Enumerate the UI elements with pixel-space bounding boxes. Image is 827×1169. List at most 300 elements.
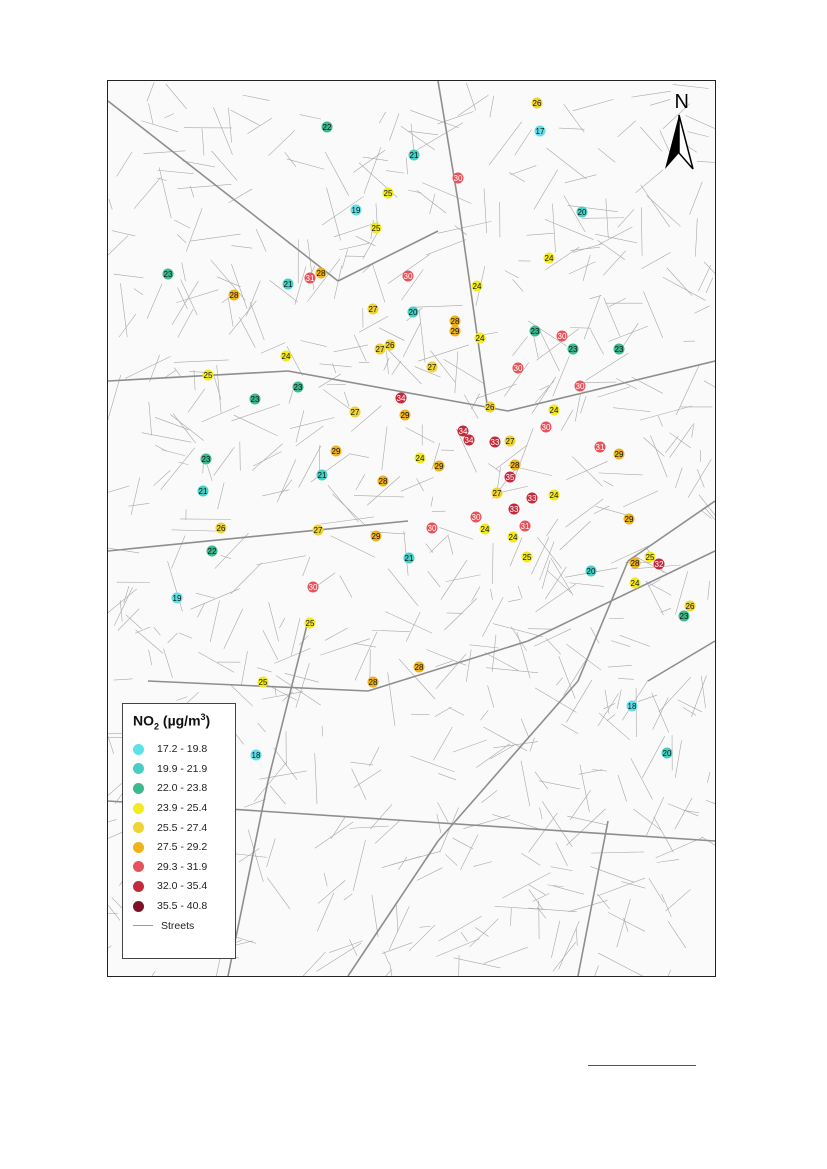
site-value-label: 30 xyxy=(541,423,551,432)
site-value-label: 23 xyxy=(614,345,624,354)
site-value-label: 22 xyxy=(207,547,217,556)
monitoring-site[interactable] xyxy=(541,422,552,433)
site-value-label: 25 xyxy=(258,678,268,687)
monitoring-site[interactable] xyxy=(475,333,486,344)
monitoring-site[interactable] xyxy=(535,126,546,137)
monitoring-site[interactable] xyxy=(505,436,516,447)
monitoring-site[interactable] xyxy=(471,512,482,523)
street-segment xyxy=(117,152,132,176)
monitoring-site[interactable] xyxy=(216,523,227,534)
street-segment xyxy=(342,249,348,269)
street-segment xyxy=(521,719,529,737)
monitoring-site[interactable] xyxy=(317,470,328,481)
monitoring-site[interactable] xyxy=(316,268,327,279)
site-value-label: 25 xyxy=(203,371,213,380)
street-segment xyxy=(168,561,183,611)
street-segment xyxy=(228,298,233,327)
street-segment xyxy=(650,435,667,477)
street-segment xyxy=(490,589,492,600)
site-value-label: 23 xyxy=(679,612,689,621)
site-value-label: 28 xyxy=(368,678,378,687)
street-segment xyxy=(453,838,474,849)
legend-swatch-icon xyxy=(133,783,144,794)
street-segment xyxy=(257,668,272,672)
monitoring-site[interactable] xyxy=(586,566,597,577)
street-segment xyxy=(508,599,520,601)
street-segment xyxy=(211,260,246,301)
street-segment xyxy=(648,641,715,681)
street-segment xyxy=(641,185,670,227)
street-segment xyxy=(159,167,171,218)
street-segment xyxy=(598,240,625,259)
monitoring-site[interactable] xyxy=(490,437,501,448)
street-segment xyxy=(168,633,178,643)
street-segment xyxy=(321,517,374,524)
street-segment xyxy=(213,107,232,154)
street-segment xyxy=(258,723,266,732)
legend-swatch-icon xyxy=(133,744,144,755)
monitoring-site[interactable] xyxy=(522,552,533,563)
monitoring-site[interactable] xyxy=(472,281,483,292)
street-segment xyxy=(388,672,395,726)
street-segment xyxy=(438,81,458,201)
monitoring-site[interactable] xyxy=(415,453,426,464)
source-link[interactable] xyxy=(588,1053,696,1066)
site-value-label: 24 xyxy=(475,334,485,343)
monitoring-site[interactable] xyxy=(322,122,333,133)
monitoring-site[interactable] xyxy=(371,223,382,234)
site-value-label: 24 xyxy=(544,254,554,263)
street-segment xyxy=(270,786,286,805)
street-segment xyxy=(673,84,709,88)
monitoring-site[interactable] xyxy=(513,363,524,374)
monitoring-site[interactable] xyxy=(313,525,324,536)
street-segment xyxy=(540,807,543,819)
street-segment xyxy=(611,641,630,647)
street-segment xyxy=(328,485,358,522)
site-value-label: 33 xyxy=(527,494,537,503)
street-segment xyxy=(546,519,558,536)
monitoring-site[interactable] xyxy=(544,253,555,264)
monitoring-site[interactable] xyxy=(453,173,464,184)
monitoring-site[interactable] xyxy=(458,426,469,437)
site-value-label: 24 xyxy=(472,282,482,291)
street-segment xyxy=(539,329,559,371)
street-segment xyxy=(531,537,549,575)
monitoring-site[interactable] xyxy=(229,290,240,301)
legend-swatch-icon xyxy=(133,763,144,774)
monitoring-site[interactable] xyxy=(549,405,560,416)
monitoring-site[interactable] xyxy=(293,382,304,393)
monitoring-site[interactable] xyxy=(403,271,414,282)
street-segment xyxy=(224,609,243,649)
street-segment xyxy=(279,618,284,628)
site-value-label: 34 xyxy=(458,427,468,436)
street-segment xyxy=(578,561,628,681)
street-segment xyxy=(490,96,494,118)
street-segment xyxy=(254,762,287,802)
monitoring-site[interactable] xyxy=(409,150,420,161)
monitoring-site[interactable] xyxy=(557,331,568,342)
legend-class-row xyxy=(133,759,225,779)
street-segment xyxy=(502,873,550,898)
monitoring-site[interactable] xyxy=(508,532,519,543)
street-segment xyxy=(536,584,576,612)
street-segment xyxy=(466,83,475,111)
monitoring-site[interactable] xyxy=(400,410,411,421)
site-value-label: 25 xyxy=(371,224,381,233)
monitoring-site[interactable] xyxy=(624,514,635,525)
street-segment xyxy=(488,464,500,473)
monitoring-site[interactable] xyxy=(685,601,696,612)
street-segment xyxy=(329,941,362,953)
site-value-label: 23 xyxy=(163,270,173,279)
north-label: N xyxy=(674,91,689,113)
monitoring-site[interactable] xyxy=(654,559,665,570)
street-segment xyxy=(573,99,614,110)
legend-class-row xyxy=(133,798,225,818)
monitoring-site[interactable] xyxy=(172,593,183,604)
street-segment xyxy=(458,95,488,115)
street-segment xyxy=(447,613,463,614)
street-segment xyxy=(356,474,365,490)
street-segment xyxy=(354,643,377,647)
street-segment xyxy=(529,885,546,895)
street-segment xyxy=(528,908,577,912)
street-segment xyxy=(511,626,527,650)
street-segment xyxy=(325,152,349,196)
street-segment xyxy=(390,963,396,976)
site-value-label: 18 xyxy=(627,702,637,711)
street-segment xyxy=(690,182,703,215)
street-segment xyxy=(176,697,187,701)
street-segment xyxy=(594,506,609,514)
legend-class-label: 22.0 - 23.8 xyxy=(157,782,208,795)
street-segment xyxy=(162,450,185,456)
street-segment xyxy=(174,360,229,362)
street-segment xyxy=(382,856,422,868)
monitoring-site[interactable] xyxy=(305,273,316,284)
monitoring-site[interactable] xyxy=(203,370,214,381)
street-segment xyxy=(385,612,432,634)
site-value-label: 29 xyxy=(371,532,381,541)
monitoring-site[interactable] xyxy=(350,407,361,418)
monitoring-site[interactable] xyxy=(577,207,588,218)
monitoring-site[interactable] xyxy=(505,472,516,483)
monitoring-site[interactable] xyxy=(530,326,541,337)
street-segment xyxy=(315,822,353,848)
monitoring-site[interactable] xyxy=(595,442,606,453)
street-segment xyxy=(586,965,598,976)
street-segment xyxy=(701,510,711,518)
monitoring-site[interactable] xyxy=(485,402,496,413)
street-segment xyxy=(552,204,555,253)
site-value-label: 33 xyxy=(490,438,500,447)
site-value-label: 17 xyxy=(535,127,545,136)
street-segment xyxy=(372,630,410,631)
street-segment xyxy=(704,381,715,397)
street-segment xyxy=(161,448,195,490)
street-segment xyxy=(285,152,296,167)
monitoring-site[interactable] xyxy=(283,279,294,290)
monitoring-site[interactable] xyxy=(375,344,386,355)
monitoring-site[interactable] xyxy=(464,435,475,446)
street-segment xyxy=(586,353,629,381)
monitoring-site[interactable] xyxy=(492,488,503,499)
monitoring-site[interactable] xyxy=(450,316,461,327)
monitoring-site[interactable] xyxy=(630,578,641,589)
street-segment xyxy=(640,127,662,151)
monitoring-site[interactable] xyxy=(427,523,438,534)
street-segment xyxy=(489,122,522,165)
street-segment xyxy=(212,151,238,181)
street-segment xyxy=(108,946,111,971)
site-value-label: 21 xyxy=(198,487,208,496)
street-segment xyxy=(154,470,171,485)
street-segment xyxy=(546,638,561,654)
site-value-label: 32 xyxy=(654,560,664,569)
site-value-label: 30 xyxy=(513,364,523,373)
street-segment xyxy=(643,291,662,337)
street-segment xyxy=(119,314,136,337)
street-segment xyxy=(441,560,467,600)
monitoring-site[interactable] xyxy=(434,461,445,472)
monitoring-site[interactable] xyxy=(520,521,531,532)
monitoring-site[interactable] xyxy=(351,205,362,216)
street-segment xyxy=(287,159,324,169)
street-segment xyxy=(565,499,603,527)
street-segment xyxy=(518,586,522,599)
monitoring-site[interactable] xyxy=(510,460,521,471)
street-segment xyxy=(384,358,389,370)
site-value-label: 26 xyxy=(385,341,395,350)
street-segment xyxy=(277,459,296,502)
street-segment xyxy=(207,465,212,481)
street-segment xyxy=(389,906,409,950)
street-segment xyxy=(401,126,435,150)
monitoring-site[interactable] xyxy=(368,304,379,315)
monitoring-site[interactable] xyxy=(630,558,641,569)
street-segment xyxy=(417,190,446,213)
monitoring-site[interactable] xyxy=(679,611,690,622)
monitoring-site[interactable] xyxy=(575,381,586,392)
street-segment xyxy=(670,433,691,448)
monitoring-site[interactable] xyxy=(396,393,407,404)
site-value-label: 30 xyxy=(403,272,413,281)
site-value-label: 29 xyxy=(614,450,624,459)
street-segment xyxy=(267,878,290,909)
site-value-label: 29 xyxy=(624,515,634,524)
monitoring-site[interactable] xyxy=(568,344,579,355)
street-segment xyxy=(172,281,198,325)
street-segment xyxy=(488,685,494,707)
street-segment xyxy=(135,627,150,633)
street-segment xyxy=(661,608,671,612)
street-segment xyxy=(290,417,334,428)
street-segment xyxy=(108,783,122,803)
street-segment xyxy=(403,323,420,357)
monitoring-site[interactable] xyxy=(614,344,625,355)
monitoring-site[interactable] xyxy=(258,677,269,688)
street-segment xyxy=(460,835,477,870)
site-value-label: 21 xyxy=(317,471,327,480)
street-segment xyxy=(380,969,392,976)
street-segment xyxy=(590,329,603,354)
monitoring-site[interactable] xyxy=(250,394,261,405)
street-segment xyxy=(296,426,324,446)
site-value-label: 34 xyxy=(464,436,474,445)
street-segment xyxy=(155,417,189,429)
street-segment xyxy=(214,377,221,400)
monitoring-site[interactable] xyxy=(532,98,543,109)
legend-swatch-icon xyxy=(133,822,144,833)
street-segment xyxy=(259,771,306,779)
site-value-label: 23 xyxy=(201,455,211,464)
street-segment xyxy=(174,368,180,376)
street-segment xyxy=(290,952,326,976)
street-segment xyxy=(353,150,385,173)
street-segment xyxy=(539,781,580,789)
street-segment xyxy=(582,218,624,219)
street-segment xyxy=(250,302,264,340)
monitoring-site[interactable] xyxy=(371,531,382,542)
street-segment xyxy=(214,447,235,475)
site-value-label: 30 xyxy=(453,174,463,183)
street-segment xyxy=(303,557,310,576)
street-segment xyxy=(476,384,516,399)
street-segment xyxy=(640,406,692,420)
street-segment xyxy=(379,112,385,123)
legend-swatch-icon xyxy=(133,861,144,872)
street-segment xyxy=(435,707,452,717)
monitoring-site[interactable] xyxy=(662,748,673,759)
street-segment xyxy=(510,908,511,925)
street-segment xyxy=(697,161,715,163)
monitoring-site[interactable] xyxy=(163,269,174,280)
monitoring-site[interactable] xyxy=(614,449,625,460)
street-segment xyxy=(438,681,578,841)
monitoring-site[interactable] xyxy=(627,701,638,712)
street-segment xyxy=(512,336,527,355)
monitoring-site[interactable] xyxy=(201,454,212,465)
site-value-label: 29 xyxy=(434,462,444,471)
street-segment xyxy=(174,220,190,228)
street-segment xyxy=(559,656,575,698)
street-segment xyxy=(445,854,457,865)
street-segment xyxy=(210,600,219,642)
legend-streets-label: Streets xyxy=(161,919,195,932)
legend-class-label: 19.9 - 21.9 xyxy=(157,762,208,775)
monitoring-site[interactable] xyxy=(368,677,379,688)
street-segment xyxy=(455,351,458,393)
street-segment xyxy=(231,246,252,249)
street-segment xyxy=(654,817,674,853)
street-segment xyxy=(332,494,364,524)
street-segment xyxy=(170,414,203,440)
street-segment xyxy=(325,628,348,640)
street-segment xyxy=(546,148,586,179)
monitoring-site[interactable] xyxy=(480,524,491,535)
street-segment xyxy=(315,753,317,804)
site-value-label: 28 xyxy=(510,461,520,470)
street-segment xyxy=(521,761,530,806)
monitoring-site[interactable] xyxy=(251,750,262,761)
monitoring-site[interactable] xyxy=(385,340,396,351)
street-segment xyxy=(556,843,568,866)
map-frame[interactable] xyxy=(107,80,716,977)
monitoring-site[interactable] xyxy=(198,486,209,497)
street-segment xyxy=(411,124,414,154)
street-segment xyxy=(382,427,387,470)
street-segment xyxy=(149,650,152,666)
monitoring-site[interactable] xyxy=(450,326,461,337)
monitoring-site[interactable] xyxy=(383,188,394,199)
street-segment xyxy=(510,166,536,175)
monitoring-site[interactable] xyxy=(281,351,292,362)
site-value-label: 25 xyxy=(383,189,393,198)
street-segment xyxy=(131,477,140,515)
monitoring-site[interactable] xyxy=(331,446,342,457)
site-value-label: 20 xyxy=(662,749,672,758)
street-segment xyxy=(515,428,534,478)
street-segment xyxy=(678,700,702,712)
street-segment xyxy=(613,408,650,412)
site-value-label: 21 xyxy=(409,151,419,160)
monitoring-site[interactable] xyxy=(549,490,560,501)
street-segment xyxy=(320,364,352,367)
monitoring-site[interactable] xyxy=(308,582,319,593)
street-segment xyxy=(530,738,534,752)
monitoring-site[interactable] xyxy=(509,504,520,515)
street-segment xyxy=(228,189,252,203)
street-segment xyxy=(262,490,289,496)
site-value-label: 30 xyxy=(557,332,567,341)
monitoring-site[interactable] xyxy=(207,546,218,557)
monitoring-site[interactable] xyxy=(404,553,415,564)
site-value-label: 31 xyxy=(305,274,315,283)
monitoring-site[interactable] xyxy=(427,362,438,373)
street-segment xyxy=(444,359,485,384)
street-segment xyxy=(350,826,389,828)
monitoring-site[interactable] xyxy=(408,307,419,318)
street-segment xyxy=(301,340,327,346)
street-segment xyxy=(218,482,225,509)
street-segment xyxy=(114,587,132,625)
street-segment xyxy=(542,560,550,589)
monitoring-site[interactable] xyxy=(305,618,316,629)
street-segment xyxy=(513,279,524,291)
legend-swatch-icon xyxy=(133,881,144,892)
street-segment xyxy=(708,581,710,600)
street-segment xyxy=(317,893,334,932)
monitoring-site[interactable] xyxy=(527,493,538,504)
site-value-label: 30 xyxy=(471,513,481,522)
street-segment xyxy=(108,236,128,267)
street-segment xyxy=(134,178,160,209)
street-segment xyxy=(603,481,613,486)
street-segment xyxy=(683,707,696,715)
monitoring-site[interactable] xyxy=(378,476,389,487)
street-segment xyxy=(583,255,590,281)
street-segment xyxy=(388,569,418,606)
street-segment xyxy=(618,121,636,137)
site-value-label: 26 xyxy=(685,602,695,611)
street-segment xyxy=(370,804,392,829)
street-segment xyxy=(534,629,571,646)
street-segment xyxy=(534,170,558,210)
monitoring-site[interactable] xyxy=(414,662,425,673)
street-segment xyxy=(134,288,143,294)
